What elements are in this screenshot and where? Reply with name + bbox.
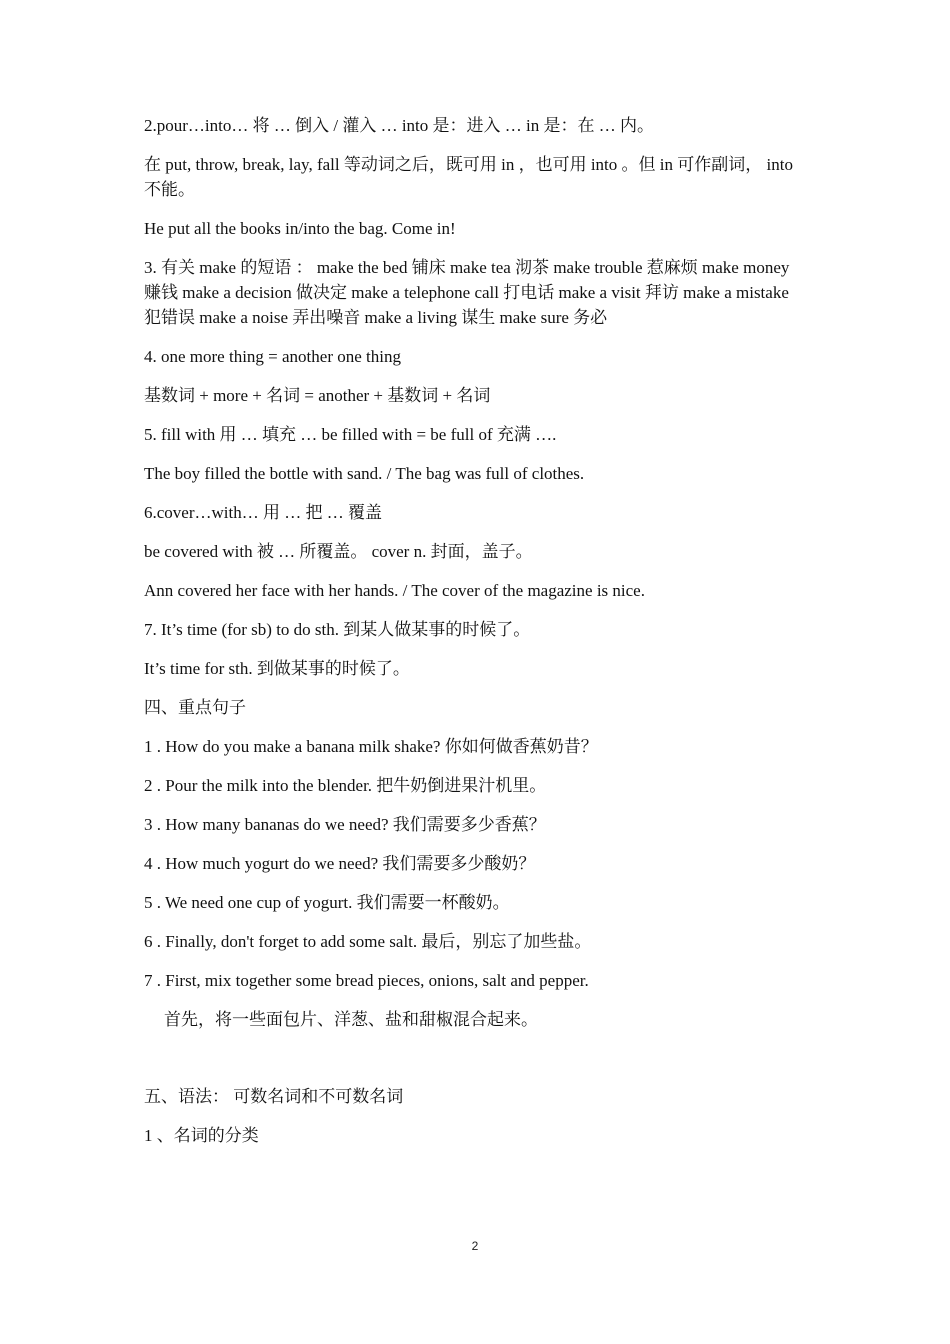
paragraph-pour-into: 2.pour…into… 将 … 倒入 / 灌入 … into 是：进入 … in 是：在 … 内。 (144, 116, 654, 135)
sentence-item: 2 . Pour the milk into the blender. 把牛奶倒进果汁机里。 (144, 776, 547, 795)
section-heading-grammar: 五、语法： 可数名词和不可数名词 (144, 1087, 404, 1106)
section-heading-key-sentences: 四、重点句子 (144, 698, 246, 717)
paragraph-example-bottle: The boy filled the bottle with sand. / The bag was full of clothes. (144, 464, 585, 483)
paragraph-in-into-usage: 在 put, throw, break, lay, fall 等动词之后，既可用 in ，也可用 into 。但 in 可作副词， into 不能。 (144, 155, 793, 199)
paragraph-make-phrases: 3. 有关 make 的短语 ： make the bed 铺床 make tea 沏茶 make trouble 惹麻烦 make money 赚钱 make a decision 做决定 make a telephone call 打电话 make a visit 拜访 make a mistake 犯错误 make a noise 弄出噪音 make a living 谋生 make sure 务必 (144, 258, 790, 327)
subheading-noun-classification: 1 、名词的分类 (144, 1126, 259, 1145)
sentence-item: 6 . Finally, don't forget to add some salt. 最后，别忘了加些盐。 (144, 932, 592, 951)
sentence-item: 4 . How much yogurt do we need? 我们需要多少酸奶？ (144, 854, 536, 873)
paragraph-be-covered-with: be covered with 被 … 所覆盖。 cover n. 封面，盖子。 (144, 542, 533, 561)
paragraph-example-cover: Ann covered her face with her hands. / The cover of the magazine is nice. (144, 581, 645, 600)
sentence-item: 1 . How do you make a banana milk shake? 你如何做香蕉奶昔？ (144, 737, 598, 756)
paragraph-its-time-to: 7. It’s time (for sb) to do sth. 到某人做某事的时候了。 (144, 620, 531, 639)
document-body (144, 113, 794, 1162)
paragraph-its-time-for: It’s time for sth. 到做某事的时候了。 (144, 659, 410, 678)
sentence-item: 5 . We need one cup of yogurt. 我们需要一杯酸奶。 (144, 893, 510, 912)
sentence-translation: 首先，将一些面包片、洋葱、盐和甜椒混合起来。 (164, 1010, 538, 1029)
paragraph-one-more-thing: 4. one more thing = another one thing (144, 347, 401, 366)
paragraph-example-books: He put all the books in/into the bag. Come in! (144, 219, 456, 238)
paragraph-fill-with: 5. fill with 用 … 填充 … be filled with = be full of 充满 …. (144, 425, 557, 444)
paragraph-cardinal-more: 基数词 + more + 名词 = another + 基数词 + 名词 (144, 386, 491, 405)
paragraph-cover-with: 6.cover…with… 用 … 把 … 覆盖 (144, 503, 382, 522)
sentence-item: 3 . How many bananas do we need? 我们需要多少香蕉？ (144, 815, 546, 834)
page-number: 2 (471, 1239, 479, 1253)
section-spacer (144, 1046, 794, 1084)
sentence-item: 7 . First, mix together some bread pieces, onions, salt and pepper. (144, 971, 589, 990)
